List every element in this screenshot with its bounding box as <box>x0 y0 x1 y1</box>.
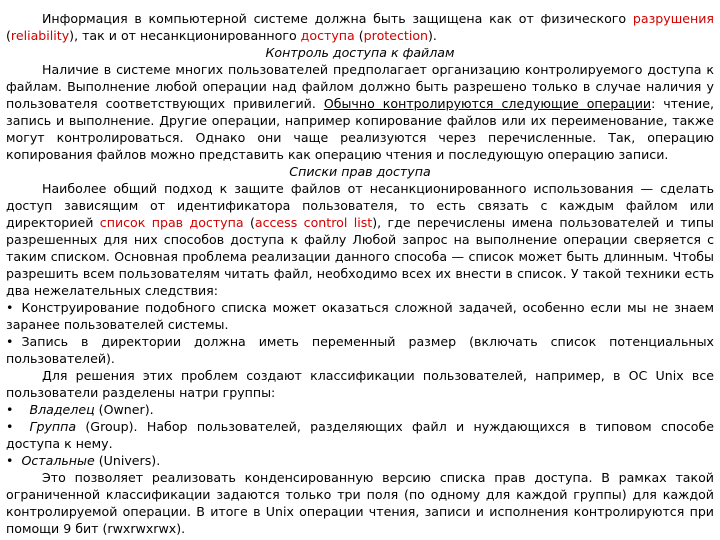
term-acl: access control list <box>254 215 373 230</box>
term-destruction: разрушения <box>632 11 714 26</box>
list-item-2 <box>6 333 714 367</box>
term-protection: protection <box>363 28 429 43</box>
term-access-list: список прав доступа <box>99 215 244 230</box>
bullet: • <box>6 453 14 468</box>
paragraph-intro <box>6 10 714 44</box>
bullet: • <box>6 300 14 315</box>
heading-access-lists: Списки прав доступа <box>289 164 431 179</box>
text: ), где перечислены имена пользователей и типы разрешенных для них способов доступа к файлу Любой запрос на выполнение операции сверяется с таким списком. Основная проблема реализации данного способа — список может быть длинным. Чтобы разрешить всем пользователям читать файл, необходимо всех их внести в список. У такой техники есть два нежелательных следствия: <box>6 215 714 298</box>
group-desc: (Univers). <box>94 453 161 468</box>
list-item-1 <box>6 299 714 333</box>
bullet: • <box>6 419 14 434</box>
term-access: доступа <box>300 28 355 43</box>
underlined-phrase: Обычно контролируются следующие операции <box>323 96 652 111</box>
bullet: • <box>6 402 14 417</box>
group-item-others <box>6 452 714 469</box>
text: Наиболее общий подход к защите файлов от несанкционированного использования — сделать доступ зависящим от идентификатора пользователя, то есть связать с каждым файлом или директорией <box>6 181 714 230</box>
group-name: Владелец <box>29 402 95 417</box>
text: ). <box>428 28 437 43</box>
list-item-text: Конструирование подобного списка может оказаться сложной задачей, особенно если мы не знаем заранее пользователей системы. <box>6 300 714 332</box>
paragraph-condensed: Это позволяет реализовать конденсированную версию списка прав доступа. В рамках такой ограниченной классификации задаются только три поля (по одному для каждой группы) для каждой контролируемой операции. В итоге в Unix операции чтения, записи и исполнения контролируются при помощи 9 бит (rwxrwxrwx). <box>6 470 714 536</box>
group-desc: (Owner). <box>94 402 154 417</box>
text: ), так и от несанкционированного <box>69 28 301 43</box>
paragraph-classification: Для решения этих проблем создают классификации пользователей, например, в ОС Unix все пользователи разделены натри группы: <box>6 368 714 400</box>
list-item-text: Запись в директории должна иметь переменный размер (включать список потенциальных пользователей). <box>6 334 714 366</box>
text: Информация в компьютерной системе должна быть защищена как от физического <box>42 11 633 26</box>
text: : чтение, запись и выполнение. Другие операции, например копирование файлов или их переименование, также могут контролироваться. Однако они чаще реализуются через перечисленные. Так, операцию копирования файлов можно представить как операцию чтения и последующую операцию записи. <box>6 96 714 162</box>
term-reliability: reliability <box>10 28 70 43</box>
text: ( <box>243 215 255 230</box>
group-item-group <box>6 418 714 452</box>
text: ( <box>354 28 364 43</box>
group-name: Остальные <box>21 453 95 468</box>
paragraph-acl <box>6 180 714 299</box>
document-page <box>6 0 714 537</box>
text: ( <box>6 28 11 43</box>
group-desc: (Group). Набор пользователей, разделяющих файл и нуждающихся в типовом способе доступа к нему. <box>6 419 714 451</box>
bullet: • <box>6 334 14 349</box>
paragraph-access-control <box>6 61 714 163</box>
heading-file-access-control: Контроль доступа к файлам <box>265 45 455 60</box>
text: Наличие в системе многих пользователей предполагает организацию контролируемого доступа к файлам. Выполнение любой операции над файлом должно быть разрешено только в случае наличия у пользователя соответствующих привилегий. <box>6 62 714 111</box>
group-name: Группа <box>29 419 77 434</box>
group-item-owner <box>6 401 714 418</box>
